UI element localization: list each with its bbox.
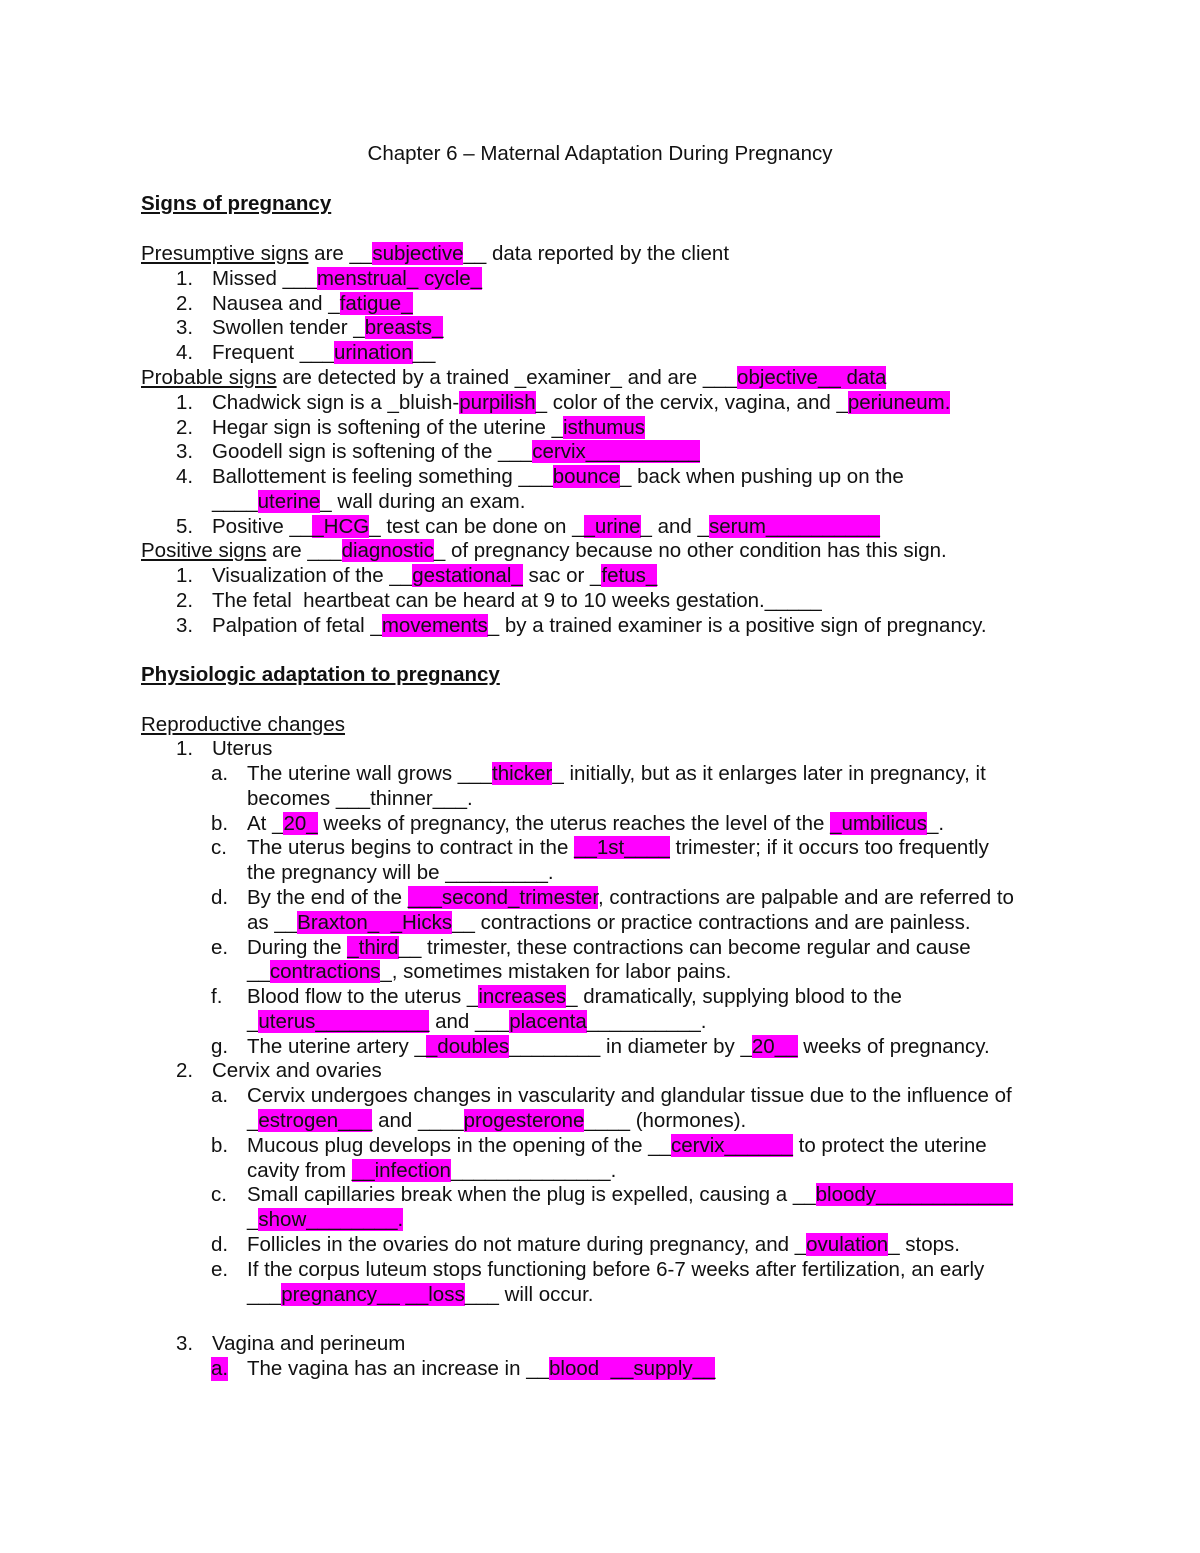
text-segment: sac or _	[522, 564, 602, 587]
text-segment: Swollen tender _	[212, 316, 365, 339]
text-segment: Missed ___	[212, 267, 317, 290]
text-segment: __ trimester, these contractions can become regular and cause	[398, 936, 971, 959]
presumptive-2	[212, 292, 413, 316]
section-physio	[141, 663, 500, 687]
list-marker: 2.	[176, 1059, 194, 1082]
uterus-c2	[247, 861, 554, 885]
text-segment: as __	[247, 911, 298, 934]
answer-highlight: uterus__________	[258, 1010, 430, 1033]
list-marker: 3.	[176, 440, 194, 463]
text-segment: During the	[247, 936, 348, 959]
text-segment: _	[247, 1109, 259, 1132]
list-marker: 5.	[176, 515, 194, 538]
text-segment: The uterus begins to contract in the	[247, 836, 575, 859]
text-segment: Physiologic adaptation to pregnancy	[141, 663, 500, 686]
section-signs	[141, 192, 331, 216]
list-marker: d.	[211, 1233, 229, 1256]
probable-4	[212, 465, 904, 489]
probable-5	[212, 515, 880, 539]
list-marker: 1.	[176, 391, 194, 414]
text-segment: If the corpus luteum stops functioning before 6-7 weeks after fertilization, an early	[247, 1258, 985, 1281]
text-segment: the pregnancy will be _________.	[247, 861, 554, 884]
text-segment: are ___	[266, 539, 342, 562]
text-segment: Probable signs	[141, 366, 277, 389]
list-marker: f.	[211, 985, 223, 1008]
answer-highlight: placenta	[509, 1010, 587, 1033]
answer-highlight: blood __supply__	[549, 1357, 716, 1380]
answer-highlight: pregnancy__ __loss	[281, 1283, 465, 1306]
list-marker: g.	[211, 1035, 229, 1058]
probable-4b	[212, 490, 525, 514]
answer-highlight: ovulation	[806, 1233, 889, 1256]
list-marker: 2.	[176, 292, 194, 315]
answer-highlight: increases	[478, 985, 567, 1008]
answer-highlight: cervix__________	[532, 440, 700, 463]
answer-highlight: urination	[333, 341, 413, 364]
uterus-a2	[247, 787, 473, 811]
text-segment: Cervix undergoes changes in vascularity and glandular tissue due to the influence of	[247, 1084, 1012, 1107]
probable-intro	[141, 366, 886, 390]
text-segment: Cervix and ovaries	[212, 1059, 382, 1082]
text-segment: Blood flow to the uterus _	[247, 985, 479, 1008]
positive-1	[212, 564, 657, 588]
positive-intro	[141, 539, 947, 563]
list-marker: c.	[211, 836, 227, 859]
text-segment: ___	[247, 1283, 282, 1306]
vagina-heading	[212, 1332, 405, 1356]
text-segment: weeks of pregnancy.	[797, 1035, 990, 1058]
uterus-f	[247, 985, 902, 1009]
cervix-heading	[212, 1059, 382, 1083]
positive-3	[212, 614, 987, 638]
text-segment: and ____	[372, 1109, 464, 1132]
text-segment: The uterine wall grows ___	[247, 762, 492, 785]
answer-highlight: __1st____	[574, 836, 670, 859]
list-marker: 1.	[176, 267, 194, 290]
probable-2	[212, 416, 645, 440]
text-segment: __ contractions or practice contractions and are painless.	[452, 911, 971, 934]
list-marker: 4.	[176, 341, 194, 364]
answer-highlight: breasts_	[364, 316, 444, 339]
text-segment: to protect the uterine	[792, 1134, 987, 1157]
answer-highlight: bounce	[552, 465, 620, 488]
text-segment: The fetal heartbeat can be heard at 9 to 10 weeks gestation._____	[212, 589, 822, 612]
list-marker: 2.	[176, 589, 194, 612]
text-segment: Reproductive changes	[141, 713, 345, 736]
list-marker: d.	[211, 886, 229, 909]
text-segment: The vagina has an increase in __	[247, 1357, 550, 1380]
text-segment: Follicles in the ovaries do not mature during pregnancy, and _	[247, 1233, 807, 1256]
text-segment: _, sometimes mistaken for labor pains.	[380, 960, 732, 983]
answer-highlight: 20__	[751, 1035, 798, 1058]
text-segment: Presumptive signs	[141, 242, 309, 265]
text-segment: _ color of the cervix, vagina, and _	[535, 391, 848, 414]
text-segment: becomes ___thinner___.	[247, 787, 473, 810]
list-marker: b.	[211, 812, 229, 835]
uterus-f2	[247, 1010, 706, 1034]
reproductive-changes	[141, 713, 345, 737]
text-segment: _ of pregnancy because no other condition has this sign.	[433, 539, 947, 562]
uterus-a	[247, 762, 986, 786]
answer-highlight: gestational_	[412, 564, 523, 587]
answer-highlight: uterine	[257, 490, 321, 513]
text-segment: __	[412, 341, 436, 364]
uterus-e	[247, 936, 971, 960]
list-marker: a.	[211, 1084, 229, 1107]
text-segment: _ by a trained examiner is a positive sign of pregnancy.	[487, 614, 987, 637]
cervix-c2	[247, 1208, 403, 1232]
list-marker: a.	[211, 762, 229, 785]
uterus-heading	[212, 737, 272, 761]
text-segment: _	[247, 1208, 259, 1231]
answer-highlight: estrogen___	[258, 1109, 373, 1132]
text-segment: _	[247, 1010, 259, 1033]
text-segment: Chadwick sign is a _bluish-	[212, 391, 460, 414]
text-segment: Positive __	[212, 515, 313, 538]
cervix-d	[247, 1233, 960, 1257]
uterus-g	[247, 1035, 990, 1059]
answer-highlight: contractions	[269, 960, 381, 983]
answer-highlight: show________.	[258, 1208, 404, 1231]
text-segment: _ and _	[640, 515, 709, 538]
cervix-e	[247, 1258, 984, 1282]
text-segment: ____ (hormones).	[584, 1109, 747, 1132]
list-marker: b.	[211, 1134, 229, 1157]
uterus-e2	[247, 960, 731, 984]
text-segment: Mucous plug develops in the opening of the __	[247, 1134, 671, 1157]
list-marker: a.	[211, 1357, 229, 1380]
answer-highlight: serum__________	[708, 515, 880, 538]
cervix-c	[247, 1183, 1013, 1207]
text-segment: cavity from	[247, 1159, 352, 1182]
answer-highlight: isthumus	[563, 416, 646, 439]
probable-1	[212, 391, 950, 415]
uterus-d	[247, 886, 1014, 910]
text-segment: ______________.	[450, 1159, 617, 1182]
presumptive-intro	[141, 242, 729, 266]
text-segment: , contractions are palpable and are referred to	[598, 886, 1014, 909]
answer-highlight: _umbilicus	[830, 812, 927, 835]
text-segment: __ data reported by the client	[463, 242, 730, 265]
text-segment: _.	[926, 812, 945, 835]
text-segment: _ test can be done on _	[369, 515, 584, 538]
presumptive-4	[212, 341, 435, 365]
text-segment: ________ in diameter by _	[509, 1035, 752, 1058]
answer-highlight: objective__ data	[737, 366, 887, 389]
text-segment: _ dramatically, supplying blood to the	[566, 985, 902, 1008]
uterus-c	[247, 836, 989, 860]
answer-highlight: __infection	[351, 1159, 451, 1182]
list-marker: 3.	[176, 614, 194, 637]
list-marker: 2.	[176, 416, 194, 439]
answer-highlight: fetus_	[601, 564, 658, 587]
text-segment: The uterine artery _	[247, 1035, 426, 1058]
list-marker: 1.	[176, 564, 194, 587]
answer-highlight: periuneum.	[847, 391, 951, 414]
list-marker: e.	[211, 936, 229, 959]
presumptive-1	[212, 267, 482, 291]
text-segment: Signs of pregnancy	[141, 192, 332, 215]
answer-highlight: 20_	[283, 812, 318, 835]
list-marker: c.	[211, 1183, 227, 1206]
text-segment: Goodell sign is softening of the ___	[212, 440, 533, 463]
text-segment: and ___	[429, 1010, 510, 1033]
answer-highlight: ___second_trimester	[407, 886, 599, 909]
answer-highlight: _HCG	[312, 515, 370, 538]
text-segment: Hegar sign is softening of the uterine _	[212, 416, 563, 439]
list-marker: 1.	[176, 737, 194, 760]
list-marker: e.	[211, 1258, 229, 1281]
answer-highlight: Braxton_ _Hicks	[297, 911, 453, 934]
text-segment: are detected by a trained _examiner_ and are ___	[276, 366, 738, 389]
text-segment: trimester; if it occurs too frequently	[669, 836, 989, 859]
text-segment: _ back when pushing up on the	[620, 465, 904, 488]
answer-highlight: cervix______	[670, 1134, 793, 1157]
list-marker: 4.	[176, 465, 194, 488]
text-segment: are __	[308, 242, 373, 265]
answer-highlight: _third	[347, 936, 399, 959]
text-segment: _ wall during an exam.	[320, 490, 526, 513]
text-segment: Frequent ___	[212, 341, 334, 364]
cervix-b	[247, 1134, 987, 1158]
uterus-d2	[247, 911, 971, 935]
text-segment: Visualization of the __	[212, 564, 413, 587]
cervix-a2	[247, 1109, 746, 1133]
text-segment: Ballottement is feeling something ___	[212, 465, 553, 488]
positive-2	[212, 589, 822, 613]
text-segment: Vagina and perineum	[212, 1332, 406, 1355]
answer-highlight: thicker	[492, 762, 553, 785]
list-marker: 3.	[176, 316, 194, 339]
text-segment: ____	[212, 490, 258, 513]
answer-highlight: purpilish	[459, 391, 536, 414]
text-segment: __________.	[586, 1010, 707, 1033]
vagina-a	[247, 1357, 715, 1381]
text-segment: ___ will occur.	[464, 1283, 594, 1306]
answer-highlight: fatigue_	[339, 292, 413, 315]
text-segment: _ stops.	[888, 1233, 960, 1256]
text-segment: _ initially, but as it enlarges later in pregnancy, it	[552, 762, 986, 785]
answer-highlight: progesterone	[463, 1109, 585, 1132]
text-segment: __	[247, 960, 270, 983]
text-segment: Palpation of fetal _	[212, 614, 382, 637]
text-segment: Nausea and _	[212, 292, 340, 315]
answer-highlight: movements	[381, 614, 488, 637]
answer-highlight: bloody____________	[815, 1183, 1013, 1206]
presumptive-3	[212, 316, 443, 340]
answer-highlight: diagnostic	[341, 539, 434, 562]
cervix-a	[247, 1084, 1012, 1108]
text-segment: At _	[247, 812, 284, 835]
cervix-b2	[247, 1159, 616, 1183]
list-marker: 3.	[176, 1332, 194, 1355]
answer-highlight: _urine	[583, 515, 641, 538]
answer-highlight: _doubles	[425, 1035, 510, 1058]
page-title: Chapter 6 – Maternal Adaptation During Pregnancy	[367, 142, 833, 165]
answer-highlight: menstrual_ cycle_	[316, 267, 483, 290]
cervix-e2	[247, 1283, 593, 1307]
probable-3	[212, 440, 700, 464]
answer-highlight: subjective	[372, 242, 464, 265]
uterus-b	[247, 812, 944, 836]
text-segment: By the end of the	[247, 886, 408, 909]
text-segment: Uterus	[212, 737, 273, 760]
text-segment: weeks of pregnancy, the uterus reaches the level of the	[317, 812, 831, 835]
text-segment: Small capillaries break when the plug is expelled, causing a __	[247, 1183, 816, 1206]
text-segment: Positive signs	[141, 539, 267, 562]
